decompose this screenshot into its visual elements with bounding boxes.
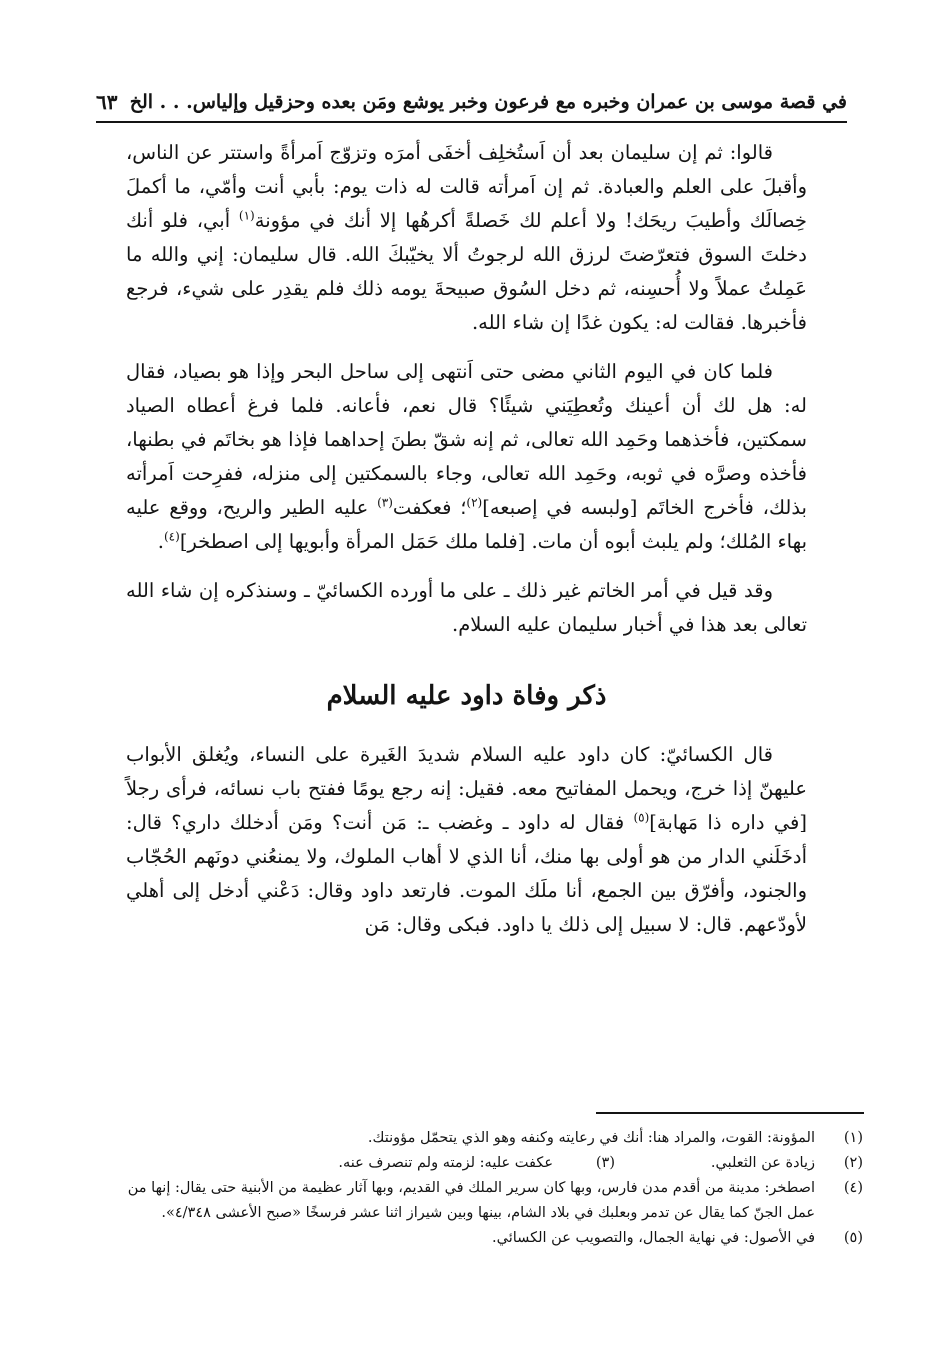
footnote-ref-3: (٣) <box>377 495 393 510</box>
paragraph-2 <box>126 355 807 559</box>
footnote-text: المؤونة: القوت، والمراد هنا: أنك في رعايته وكنفه وهو الذي يتحمّل مؤونتك. <box>367 1130 815 1146</box>
section-heading: ذكر وفاة داود عليه السلام <box>326 681 607 711</box>
footnote-ref-5: (٥) <box>633 810 650 825</box>
footnote-4 <box>126 1176 863 1226</box>
footnote-number: (٢) <box>843 1155 863 1171</box>
paragraph-3-text: وقد قيل في أمر الخاتم غير ذلك ـ على ما أورده الكسائيّ ـ وسنذكره إن شاء الله تعالى بعد هذا في أخبار سليمان عليه السلام. <box>126 579 807 636</box>
footnote-ref-4: (٤) <box>163 529 180 544</box>
footnote-1 <box>126 1126 863 1151</box>
footnote-text: في الأصول: في نهاية الجمال، والتصويب عن الكسائي. <box>492 1230 815 1246</box>
page-number: ٦٣ <box>96 90 118 114</box>
footnote-5 <box>126 1226 863 1251</box>
paragraph-2-text-a: فلما كان في اليوم الثاني مضى حتى اَنتهى إلى ساحل البحر وإذا هو بصياد، فقال له: هل لك أن أعينك وتُعطِيَني شيئًا؟ قال نعم، فأعانه. فلما فرغ أعطاه الصياد سمكتين، فأخذهما وحَمِد الله تعالى، ثم إنه شقّ بطنَ إحداهما فإذا هو بخاتَم في بطنها، فأخذه وصرَّه في ثوبه، وحَمِد الله تعالى، وجاء بالسمكتين إلى منزله، ففرِحت اَمرأته بذلك، فأخرج الخاتَم [ولبسه في إصبعه] <box>126 360 807 519</box>
paragraph-1 <box>126 136 807 340</box>
header-rule <box>96 121 847 123</box>
paragraph-1-text-b: أبي، فلو أنك دخلتَ السوق فتعرّضتَ لرزق الله لرجوتُ ألا يخيّبكَ الله. قال سليمان: إني والله ما عَمِلتُ عملاً ولا أُحسِنه، ثم دخل السُوق صبيحةَ يومه ذلك فلم يقدِر على شيء، فرجع فأخبرها. فقالت له: يكون غدًا إن شاء الله. <box>126 209 807 334</box>
footnote-text: اصطخر: مدينة من أقدم مدن فارس، وبها كان سرير الملك في القديم، وبها آثار عظيمة من الأبنية حتى يقال: إنها من عمل الجنّ كما يقال عن تدمر وبعلبك في بلاد الشام، بينها وبين شيراز اثنا عشر فرسخًا «صبح الأعشى ٤/٣٤٨». <box>127 1180 815 1221</box>
footnote-ref-2: (٢) <box>466 495 483 510</box>
main-text <box>126 136 807 942</box>
footnote-number: (٤) <box>843 1180 863 1196</box>
footnote-text: عكفت عليه: لزمته ولم تنصرف عنه. <box>338 1155 553 1171</box>
section-paragraph-text-b: فقال له داود ـ وغضب ـ: مَن أنت؟ ومَن أدخلك داري؟ قال: أدخَلَني الدار من هو أولى بها منك، أنا الذي لا أهاب الملوك، ولا يمنعُني دونَهم الحُجّاب والجنود، وأفرّق بين الجمع، أنا ملَك الموت. فارتعد داود وقال: دَعْني أدخل إلى أهلي لأودّعهم. قال: لا سبيل إلى ذلك يا داود. فبكى وقال: مَن <box>126 811 807 936</box>
paragraph-1-text-a: قالوا: ثم إن سليمان بعد أن اَستُخلِف أخفَى أمرَه وتزوّج اَمرأةً واستتر عن الناس، وأقبلَ على العلم والعبادة. ثم إن اَمرأته قالت له ذات يوم: بأبي أنت وأمّي، ما أكملَ خِصالَك وأطيبَ ريحَك! ولا أعلم لك خَصلةً أكرهُها إلا أنك في مؤونة <box>126 141 807 232</box>
section-paragraph <box>126 738 807 942</box>
footnote-ref-1: (١) <box>238 208 255 223</box>
running-title: في قصة موسى بن عمران وخبره مع فرعون وخبر يوشع ومَن بعده وحزقيل وإلياس. . . الخ <box>129 91 847 113</box>
running-header <box>96 84 847 120</box>
footnote-text: زيادة عن الثعلبي. <box>710 1155 815 1171</box>
paragraph-3 <box>126 574 807 642</box>
footnote-number: (٥) <box>843 1230 863 1246</box>
paragraph-2-text-b: ؛ فعكفت <box>392 496 467 519</box>
footnote-number: (١) <box>843 1130 863 1146</box>
section-paragraph-text-a: قال الكسائيّ: كان داود عليه السلام شديدَ الغَيرة على النساء، ويُغلق الأبواب عليهنّ إذا خرج، ويحمل المفاتيح معه. فقيل: إنه رجع يومًا ففتح باب نسائه، فرأى رجلاً [في داره ذا مَهابة] <box>126 743 807 834</box>
footnote-number: (٣) <box>595 1155 615 1171</box>
footnote-rule <box>596 1112 864 1114</box>
footnotes <box>126 1126 863 1251</box>
footnote-row-2-3 <box>126 1151 863 1176</box>
paragraph-2-text-c: عليه الطير والريح، ووقع عليه بهاء المُلك؛ ولم يلبث أبوه أن مات. [فلما ملك حَمَل المرأة وأبويها إلى اصطخر] <box>126 496 807 553</box>
paragraph-2-text-d: . <box>157 530 164 553</box>
